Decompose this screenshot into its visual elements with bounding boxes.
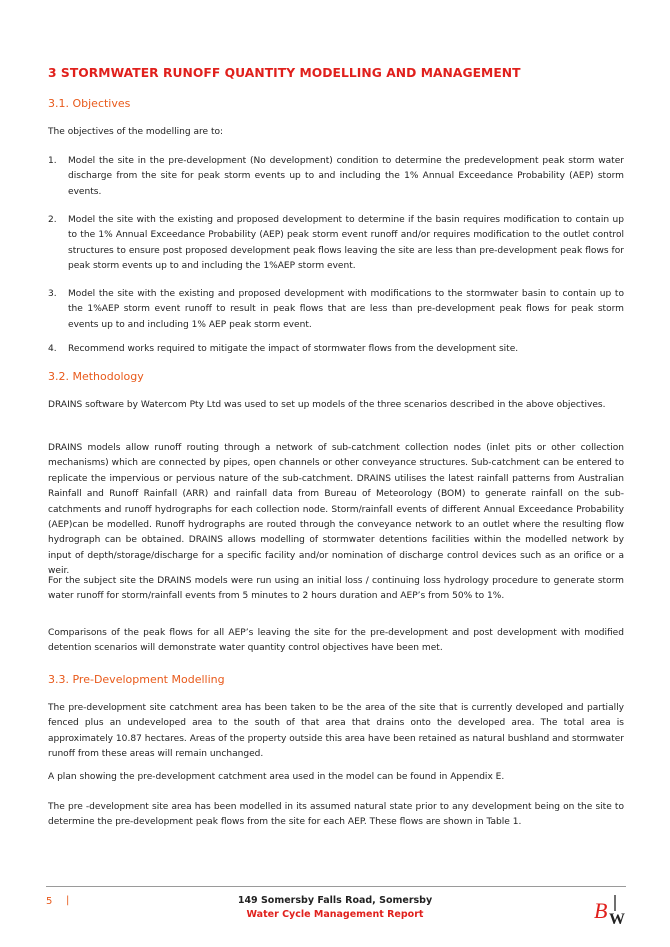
footer-title: 149 Somersby Falls Road, Somersby — [237, 895, 433, 906]
methodology-heading: 3.2. Methodology — [48, 370, 144, 383]
methodology-paragraph: For the subject site the DRAINS models were run using an initial loss / continuing loss hydrology procedure to generate storm water runoff for storm/rainfall events from 5 minutes to 2 hours duration and AEP’s from 50% to 1%. — [48, 576, 624, 602]
footer-subtitle: Water Cycle Management Report — [246, 909, 424, 920]
list-item-text: Model the site in the pre-development (No development) condition to determine the predevelopment peak storm water discharge from the site for peak storm events up to and including the 1% Annual Exceedance Probability (AEP) storm events. — [68, 156, 624, 197]
objectives-heading: 3.1. Objectives — [48, 97, 131, 110]
list-item-text: Model the site with the existing and proposed development with modifications to the stormwater basin to contain up to the 1%AEP storm event runoff to result in peak flows that are less than pre-development peak flows for peak storm events up to and including 1% AEP peak storm event. — [68, 289, 624, 330]
methodology-paragraph: DRAINS models allow runoff routing through a network of sub-catchment collection nodes (inlet pits or other collection mechanisms) which are connected by pipes, open channels or other conveyance structures. Sub-catchment can be entered to replicate the impervious or pervious nature of the sub-catchment. DRAINS utilises the latest rainfall patterns from Australian Rainfall and Runoff Rainfall (ARR) and rainfall data from Bureau of Meteorology (BOM) to generate rainfall on the sub-catchments and runoff hydrographs for each collection node. Storm/rainfall events of different Annual Exceedance Probability (AEP)can be modelled. Runoff hydrographs are routed through the conveyance network to an outlet where the resulting flow hydrograph can be obtained. DRAINS allows modelling of stormwater detentions facilities within the modelled network by input of depth/storage/discharge for a specific facility and/or nomination of discharge control devices such as an orifice or a weir. — [48, 443, 624, 577]
footer-separator: | — [66, 895, 70, 906]
list-item-number: 2. — [48, 215, 57, 225]
logo-w-letter: W — [609, 911, 625, 927]
list-item-number: 3. — [48, 289, 57, 299]
predev-paragraph: The pre -development site area has been modelled in its assumed natural state prior to any development being on the site to determine the pre-development peak flows from the site for each AEP. These flows are shown in Table 1. — [48, 802, 624, 828]
list-item-number: 4. — [48, 344, 57, 354]
predev-heading: 3.3. Pre-Development Modelling — [48, 673, 225, 686]
list-item-text: Model the site with the existing and proposed development to determine if the basin requires modification to contain up to the 1% Annual Exceedance Probability (AEP) peak storm event runoff and/or requires modification to the outlet control structures to ensure post proposed development peak flows leaving the site are less than pre-development peak flows for peak storm events up to and including the 1%AEP storm event. — [68, 215, 624, 272]
logo-b-letter: B — [594, 898, 608, 923]
methodology-paragraph: DRAINS software by Watercom Pty Ltd was used to set up models of the three scenarios described in the above objectives. — [48, 400, 606, 410]
footer-divider — [46, 886, 626, 887]
company-logo-icon — [594, 891, 628, 927]
predev-paragraph: The pre-development site catchment area has been taken to be the area of the site that is currently developed and partially fenced plus an undeveloped area to the south of that area that drains onto the developed area. The total area is approximately 10.87 hectares. Areas of the property outside this area have been retained as natural bushland and stormwater runoff from these areas will remain unchanged. — [48, 703, 624, 760]
page-number: 5 — [46, 896, 53, 907]
list-item-text: Recommend works required to mitigate the impact of stormwater flows from the development site. — [68, 344, 519, 354]
methodology-paragraph: Comparisons of the peak flows for all AEP’s leaving the site for the pre-development and post development with modified detention scenarios will demonstrate water quantity control objectives have been met. — [48, 628, 624, 654]
objectives-intro: The objectives of the modelling are to: — [48, 127, 224, 137]
list-item-number: 1. — [48, 156, 57, 166]
predev-paragraph: A plan showing the pre-development catchment area used in the model can be found in Appendix E. — [48, 772, 505, 782]
section-heading: 3 STORMWATER RUNOFF QUANTITY MODELLING AND MANAGEMENT — [48, 66, 521, 80]
